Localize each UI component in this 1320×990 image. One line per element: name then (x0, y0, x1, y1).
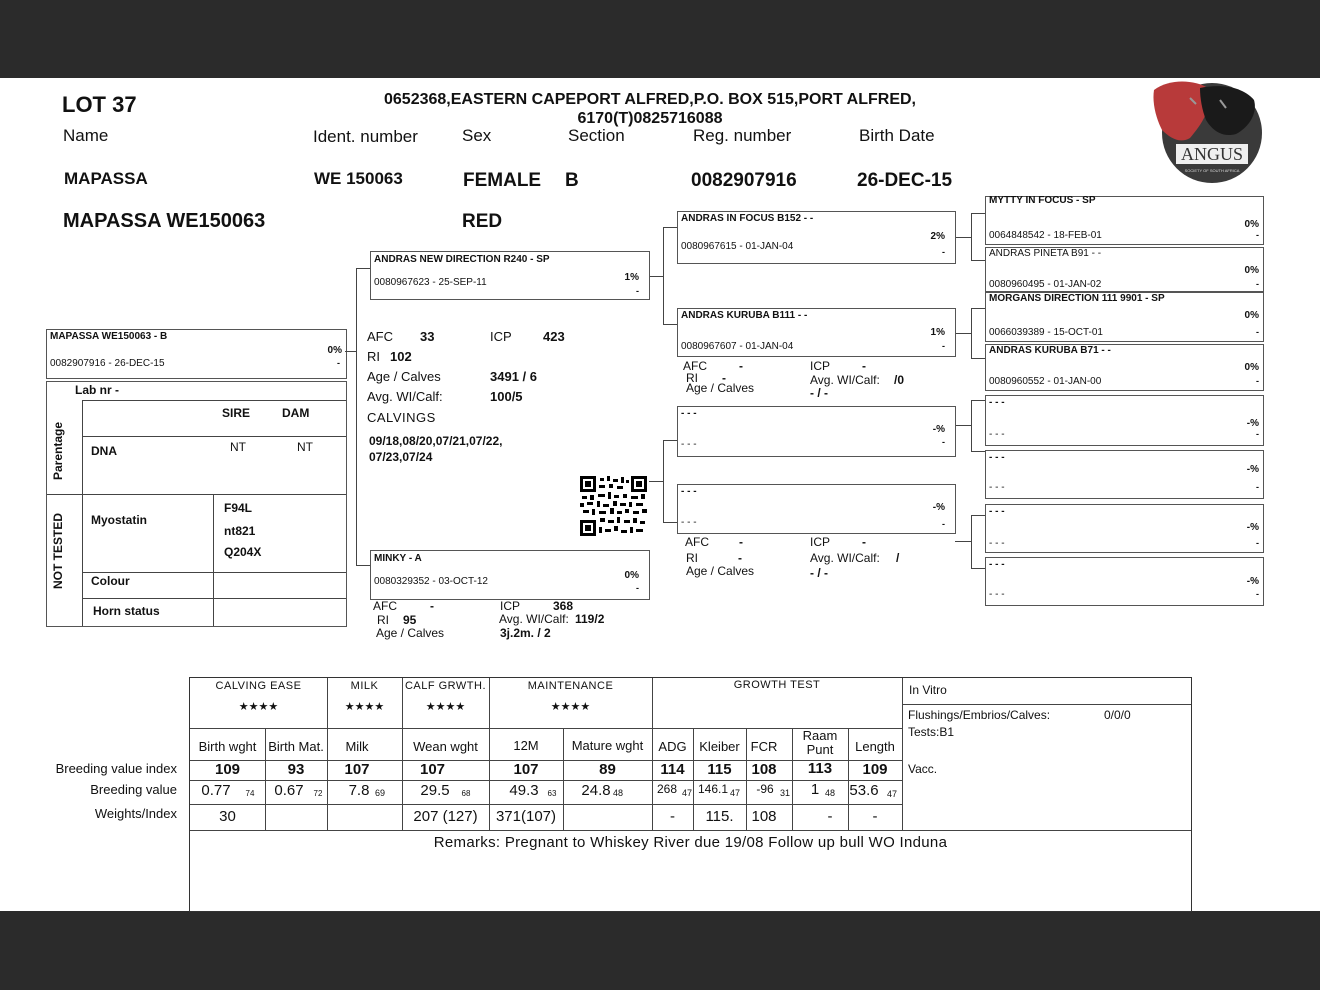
dam-reg: 0080329352 - 03-OCT-12 (374, 576, 488, 587)
ggp-name: MORGANS DIRECTION 111 9901 - SP (989, 293, 1165, 304)
gp1-age-calves-value: - / - (810, 386, 828, 400)
gp-name: ANDRAS IN FOCUS B152 - - (681, 213, 814, 224)
bv-value: 0.67 (274, 782, 304, 799)
index-value: 108 (751, 761, 777, 778)
ggp-reg: - - - (989, 429, 1005, 440)
invitro-tests: Tests:B1 (908, 725, 955, 739)
row-label-weights: Weights/Index (94, 806, 177, 821)
gp-pct: -% (932, 424, 945, 435)
bv-accuracy: 48 (612, 788, 623, 798)
gp1-age-calves-label: Age / Calves (686, 381, 755, 395)
index-value: 89 (599, 761, 616, 778)
bv-value: 49.3 (509, 782, 539, 799)
bv-value: -96 (756, 782, 774, 796)
animal-name: MAPASSA (64, 169, 148, 188)
lab-dna: DNA (91, 444, 117, 458)
lab-nr: Lab nr - (75, 383, 119, 397)
index-value: 115 (707, 761, 732, 778)
ggp-reg: - - - (989, 538, 1005, 549)
gp-pct: 2% (930, 231, 945, 242)
dam-dash: - (636, 583, 639, 593)
label-section: Section (568, 126, 625, 145)
sire-pct: 1% (624, 272, 639, 283)
ggp-name: - - - (989, 506, 1005, 517)
dna-dam: NT (297, 440, 313, 454)
group-maintenance: MAINTENANCE (527, 680, 614, 692)
stars-maintenance: ★★★★ (550, 701, 591, 713)
animal-birth: 26-DEC-15 (857, 170, 953, 191)
gp-name: - - - (681, 408, 697, 419)
label-birth: Birth Date (859, 126, 935, 145)
bv-accuracy: 68 (461, 789, 471, 798)
gp2-afc-value: - (739, 535, 743, 549)
bv-accuracy: 74 (245, 789, 255, 798)
gp2-avg-value: / (896, 551, 900, 565)
index-value: 109 (214, 761, 241, 778)
dam-icp-value: 368 (553, 599, 574, 613)
ggp-pct: 0% (1244, 265, 1259, 276)
qr-code-icon (580, 476, 647, 536)
sire-box (370, 251, 650, 300)
ggp-box-6 (985, 450, 1264, 499)
invitro-vacc: Vacc. (908, 762, 938, 776)
gp-reg: - - - (681, 517, 697, 528)
ggp-box-8 (985, 557, 1264, 606)
col-raam-punt: Raam Punt (802, 728, 838, 757)
animal-section: B (565, 170, 579, 191)
ggp-dash: - (1256, 230, 1259, 240)
logo-text: ANGUS (1180, 144, 1243, 164)
bv-accuracy: 48 (824, 788, 835, 798)
ggp-reg: 0080960552 - 01-JAN-00 (989, 376, 1102, 387)
breeding-table (189, 677, 1192, 912)
bv-accuracy: 47 (681, 788, 692, 798)
not-tested-label: NOT TESTED (51, 512, 65, 589)
bv-value: 146.1 (697, 782, 729, 796)
animal-full-name: MAPASSA WE150063 (63, 210, 266, 232)
row-label-value: Breeding value (90, 782, 177, 797)
lot-number: LOT 37 (62, 92, 137, 117)
ggp-reg: 0080960495 - 01-JAN-02 (989, 279, 1102, 290)
group-calving-ease: CALVING EASE (215, 680, 302, 692)
weight-value: 115. (705, 808, 734, 825)
ggp-box-5 (985, 395, 1264, 446)
weight-value: - (670, 808, 675, 825)
lab-panel (46, 381, 347, 627)
gp1-afc-value: - (739, 359, 743, 373)
myo-value-1: F94L (224, 501, 253, 515)
myostatin-label: Myostatin (91, 513, 148, 527)
gp-name: - - - (681, 486, 697, 497)
ggp-pct: 0% (1244, 310, 1259, 321)
ggp-dash: - (1256, 538, 1259, 548)
gp2-ri-label: RI (686, 551, 698, 565)
index-value: 107 (513, 761, 539, 778)
gp2-icp-value: - (862, 535, 866, 549)
ggp-pct: -% (1246, 522, 1259, 533)
weight-value: - (872, 808, 878, 825)
dam-avg-value: 119/2 (575, 612, 605, 626)
ggp-reg: 0066039389 - 15-OCT-01 (989, 327, 1103, 338)
bv-value: 0.77 (201, 782, 231, 799)
ggp-reg: - - - (989, 589, 1005, 600)
gp2-avg-label: Avg. WI/Calf: (810, 551, 880, 565)
label-sex: Sex (462, 126, 492, 145)
calvings-2: 07/23,07/24 (369, 450, 433, 464)
stars-calf-growth: ★★★★ (425, 701, 466, 713)
dam-box (370, 550, 650, 600)
calvings-1: 09/18,08/20,07/21,07/22, (369, 434, 503, 448)
ggp-name: - - - (989, 452, 1005, 463)
label-name: Name (63, 126, 109, 145)
col-mature-wght: Mature wght (571, 738, 644, 753)
stars-milk: ★★★★ (344, 701, 385, 713)
col-milk: Milk (345, 739, 369, 754)
afc-label: AFC (367, 329, 393, 344)
weight-value: - (827, 808, 833, 825)
gp-box-1 (677, 211, 956, 264)
dam-icp-label: ICP (500, 599, 521, 613)
self-name: MAPASSA WE150063 - B (50, 331, 168, 342)
gp1-avg-label: Avg. WI/Calf: (810, 373, 880, 387)
group-growth-test: GROWTH TEST (733, 679, 821, 691)
gp-dash: - (942, 437, 945, 447)
bv-value: 53.6 (849, 782, 879, 799)
address-line-2: 6170(T)0825716088 (577, 110, 723, 127)
col-birth-mat: Birth Mat. (268, 739, 324, 754)
dam-avg-label: Avg. WI/Calf: (499, 612, 569, 626)
self-reg: 0082907916 - 26-DEC-15 (50, 358, 165, 369)
gp1-avg-value: /0 (894, 373, 905, 387)
dam-ri-label: RI (377, 613, 389, 627)
ri-value: 102 (390, 349, 412, 364)
afc-value: 33 (420, 329, 435, 344)
dam-age-calves-label: Age / Calves (376, 626, 445, 640)
myo-value-3: Q204X (224, 545, 262, 559)
weight-value: 30 (219, 808, 236, 825)
qr-code (580, 476, 647, 536)
sire-dash: - (636, 286, 639, 296)
gp1-icp-label: ICP (810, 359, 831, 373)
avg-label: Avg. WI/Calf: (367, 389, 443, 404)
weight-value: 108 (751, 808, 777, 825)
ggp-box-3 (985, 292, 1264, 342)
gp1-afc-label: AFC (683, 359, 707, 373)
gp1-ri-label: RI (686, 371, 698, 385)
gp-pct: 1% (930, 327, 945, 338)
gp2-age-calves-label: Age / Calves (686, 564, 755, 578)
ggp-pct: -% (1246, 576, 1259, 587)
dam-afc-value: - (430, 599, 434, 613)
ggp-dash: - (1256, 429, 1259, 439)
bv-value: 268 (656, 782, 678, 796)
index-value: 107 (344, 761, 370, 778)
dam-name: MINKY - A (374, 553, 422, 564)
bv-accuracy: 69 (374, 788, 385, 798)
avg-value: 100/5 (490, 389, 523, 404)
ggp-dash: - (1256, 327, 1259, 337)
index-value: 109 (862, 761, 888, 778)
ggp-dash: - (1256, 376, 1259, 386)
col-wean-wght: Wean wght (413, 739, 478, 754)
flushings-label: Flushings/Embrios/Calves: (908, 708, 1051, 722)
col-adg: ADG (658, 739, 687, 754)
ggp-dash: - (1256, 589, 1259, 599)
gp-dash: - (942, 341, 945, 351)
bv-accuracy: 47 (729, 788, 740, 798)
ggp-reg: - - - (989, 482, 1005, 493)
dam-afc-label: AFC (373, 599, 397, 613)
angus-logo (1150, 78, 1266, 184)
col-birth-wght: Birth wght (198, 739, 257, 754)
gp1-ri-value: - (722, 371, 726, 385)
col-fcr: FCR (750, 739, 778, 754)
group-milk: MILK (350, 680, 379, 692)
group-calf-growth: CALF GRWTH. (404, 680, 487, 692)
ggp-box-2 (985, 247, 1264, 292)
self-pct: 0% (327, 345, 342, 356)
gp-reg: 0080967615 - 01-JAN-04 (681, 241, 794, 252)
weight-value: 207 (127) (413, 808, 478, 825)
bv-value: 24.8 (581, 782, 611, 799)
icp-label: ICP (490, 329, 512, 344)
dam-ri-value: 95 (403, 613, 417, 627)
parentage-label: Parentage (51, 421, 65, 480)
bv-value: 1 (810, 781, 820, 798)
ggp-dash: - (1256, 482, 1259, 492)
gp-box-4 (677, 484, 956, 534)
horn-label: Horn status (93, 604, 160, 618)
bv-value: 7.8 (348, 782, 370, 799)
ggp-name: ANDRAS KURUBA B71 - - (989, 345, 1111, 356)
col-length: Length (855, 739, 895, 754)
index-value: 114 (660, 761, 685, 778)
label-ident: Ident. number (313, 127, 418, 146)
gp-reg: 0080967607 - 01-JAN-04 (681, 341, 794, 352)
ggp-name: - - - (989, 397, 1005, 408)
bv-accuracy: 63 (547, 789, 557, 798)
row-label-index: Breeding value index (55, 761, 177, 776)
colour-label: Colour (91, 574, 130, 588)
ggp-name: - - - (989, 559, 1005, 570)
gp-dash: - (942, 247, 945, 257)
myo-value-2: nt821 (224, 524, 256, 538)
sire-name: ANDRAS NEW DIRECTION R240 - SP (374, 254, 550, 265)
age-calves-value: 3491 / 6 (490, 369, 537, 384)
ggp-name: MYTTY IN FOCUS - SP (989, 195, 1096, 206)
animal-sex: FEMALE (463, 170, 542, 191)
gp2-afc-label: AFC (685, 535, 709, 549)
lab-dam: DAM (282, 406, 310, 420)
bv-value: 29.5 (420, 782, 450, 799)
certificate-page (0, 78, 1320, 911)
col-12m: 12M (513, 738, 539, 753)
lab-sire: SIRE (222, 406, 251, 420)
sire-reg: 0080967623 - 25-SEP-11 (374, 277, 487, 288)
stars-calving-ease: ★★★★ (238, 701, 279, 713)
animal-colour: RED (462, 211, 503, 232)
logo-subtext: SOCIETY OF SOUTH AFRICA (1184, 168, 1240, 173)
index-value: 93 (287, 761, 305, 778)
gp2-ri-value: - (738, 551, 742, 565)
label-reg: Reg. number (693, 126, 792, 145)
remarks: Remarks: Pregnant to Whiskey River due 19/08 Follow up bull WO Induna (433, 834, 948, 851)
ggp-box-7 (985, 504, 1264, 553)
ggp-pct: -% (1246, 464, 1259, 475)
dam-age-calves-value: 3j.2m. / 2 (500, 626, 551, 640)
animal-reg: 0082907916 (691, 170, 797, 191)
ggp-dash: - (1256, 279, 1259, 289)
gp-box-2 (677, 308, 956, 357)
bv-accuracy: 31 (779, 788, 790, 798)
bv-accuracy: 72 (313, 789, 323, 798)
self-box (46, 329, 347, 379)
ggp-pct: -% (1246, 418, 1259, 429)
index-value: 107 (419, 761, 446, 778)
dna-sire: NT (230, 440, 246, 454)
index-value: 113 (807, 760, 833, 777)
ggp-reg: 0064848542 - 18-FEB-01 (989, 230, 1102, 241)
flushings-value: 0/0/0 (1104, 708, 1131, 722)
gp2-age-calves-value: - / - (810, 566, 828, 580)
gp-reg: - - - (681, 439, 697, 450)
ggp-box-4 (985, 344, 1264, 391)
gp-name: ANDRAS KURUBA B111 - - (681, 310, 808, 321)
invitro-title: In Vitro (909, 683, 947, 697)
animal-ident: WE 150063 (314, 169, 403, 188)
bv-accuracy: 47 (886, 789, 897, 799)
gp-box-3 (677, 406, 956, 457)
ggp-pct: 0% (1244, 362, 1259, 373)
self-dash: - (337, 358, 340, 368)
age-calves-label: Age / Calves (367, 369, 441, 384)
gp-pct: -% (932, 502, 945, 513)
ri-label: RI (367, 349, 380, 364)
gp1-icp-value: - (862, 359, 866, 373)
weight-value: 371(107) (495, 808, 557, 825)
gp-dash: - (942, 519, 945, 529)
ggp-box-1 (985, 196, 1264, 245)
address-line-1: 0652368,EASTERN CAPEPORT ALFRED,P.O. BOX 515,PORT ALFRED, (384, 91, 916, 108)
gp2-icp-label: ICP (810, 535, 831, 549)
icp-value: 423 (543, 329, 565, 344)
ggp-name: ANDRAS PINETA B91 - - (989, 248, 1102, 259)
calvings-label: CALVINGS (367, 410, 436, 425)
ggp-pct: 0% (1244, 219, 1259, 230)
col-kleiber: Kleiber (699, 739, 740, 754)
dam-pct: 0% (624, 570, 639, 581)
